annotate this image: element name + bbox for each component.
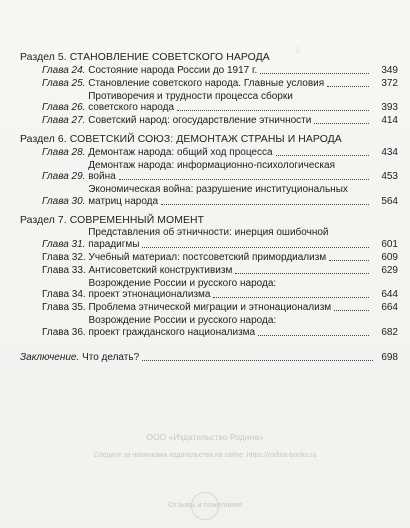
faint-corner-mark: ▯	[296, 47, 300, 54]
page-number: 629	[381, 264, 398, 276]
chapter-label	[42, 265, 88, 277]
toc-entry	[20, 147, 398, 159]
toc-entry	[20, 78, 398, 90]
chapter-label	[42, 239, 88, 251]
chapter-number: Глава 24.	[42, 64, 86, 76]
page-number: 453	[381, 171, 398, 182]
dot-leader	[142, 360, 373, 361]
chapter-number: Глава 33.	[42, 264, 86, 276]
section-gap	[20, 340, 398, 350]
chapter-title-line: война	[88, 171, 116, 182]
page-number: 393	[381, 102, 398, 113]
toc-entry	[20, 160, 398, 183]
chapter-label	[42, 65, 88, 77]
chapter-title-line: Становление советского народа. Главные условия	[88, 77, 325, 89]
chapter-title-line: Противоречия и трудности процесса сборки	[88, 90, 293, 102]
toc-entry	[20, 302, 398, 314]
page-number: 664	[381, 302, 398, 313]
chapter-number: Глава 32.	[42, 251, 86, 263]
chapter-number: Глава 26.	[42, 102, 86, 113]
toc-entry	[20, 184, 398, 207]
chapter-title-line: Демонтаж народа: информационно-психологическая	[88, 159, 335, 171]
chapter-title-line: проект гражданского национализма	[88, 326, 256, 338]
page-number: 372	[381, 77, 398, 89]
chapter-number: Глава 31.	[42, 238, 86, 250]
chapter-number: Глава 28.	[42, 146, 86, 158]
page-number: 414	[381, 115, 398, 126]
conclusion-entry	[20, 352, 398, 364]
chapter-title-line: Состояние народа России до 1917 г.	[88, 64, 258, 76]
chapter-title-line: матриц народа	[88, 195, 159, 207]
section-heading: Раздел 6. СОВЕТСКИЙ СОЮЗ: ДЕМОНТАЖ СТРАНЫ И НАРОДА	[20, 134, 342, 145]
toc-entry	[20, 227, 398, 250]
chapter-title-line: Антисоветский конструктивизм	[88, 264, 233, 276]
dot-leader	[235, 273, 369, 274]
chapter-title-line: Проблема этнической миграции и этнонационализм	[88, 302, 332, 313]
chapter-title-line: Демонтаж народа: общий ход процесса	[88, 146, 273, 158]
dot-leader	[276, 155, 369, 156]
toc-entry	[20, 315, 398, 338]
dot-leader	[213, 297, 369, 298]
chapter-title-line: парадигмы	[88, 238, 140, 250]
chapter-title-line: Советский народ: огосударствление этничности	[88, 115, 312, 126]
toc-entry	[20, 265, 398, 277]
dot-leader	[258, 335, 369, 336]
chapter-label	[42, 327, 88, 339]
chapter-number: Глава 25.	[42, 77, 86, 89]
chapter-label	[42, 147, 88, 159]
toc-entry	[20, 91, 398, 114]
conclusion-label	[20, 352, 82, 364]
chapter-number: Глава 34.	[42, 289, 86, 300]
chapter-label	[42, 252, 88, 264]
dot-leader	[177, 110, 369, 111]
dot-leader	[142, 247, 369, 248]
chapter-title-line: Представления об этничности: инерция ошибочной	[88, 227, 329, 238]
chapter-label	[42, 171, 88, 183]
page-number: 601	[381, 238, 398, 250]
chapter-number: Глава 27.	[42, 115, 86, 126]
dot-leader	[334, 310, 369, 311]
chapter-title-line: проект этнонационализма	[88, 289, 211, 300]
page-number: 644	[381, 289, 398, 300]
chapter-label	[42, 289, 88, 301]
chapter-title-line: Возрождение России и русского народа:	[88, 315, 277, 326]
chapter-label	[42, 102, 88, 114]
chapter-label	[42, 302, 88, 314]
dot-leader	[161, 204, 369, 205]
dot-leader	[327, 86, 369, 87]
chapter-number: Глава 30.	[42, 195, 86, 207]
chapter-number: Глава 29.	[42, 171, 86, 182]
chapter-title-line: Возрождение России и русского народа:	[88, 277, 277, 289]
toc-entry	[20, 115, 398, 127]
page-number: 698	[381, 351, 398, 363]
chapter-number: Глава 36.	[42, 326, 86, 338]
table-of-contents	[20, 52, 398, 363]
page-number: 609	[381, 251, 398, 263]
chapter-title-line: Учебный материал: постсоветский примордиализм	[88, 251, 327, 263]
page-number: 682	[381, 326, 398, 338]
page-number: 564	[381, 195, 398, 207]
chapter-label	[42, 115, 88, 127]
toc-entry	[20, 65, 398, 77]
page-number: 434	[381, 146, 398, 158]
conclusion-title: Что делать?	[82, 351, 140, 363]
chapter-number: Глава 35.	[42, 302, 86, 313]
chapter-title-line: Экономическая война: разрушение институциональных	[88, 184, 348, 195]
chapter-title-line: советского народа	[88, 102, 175, 113]
faint-website-line: Следите за новинками издательства на сайте: https://rodina-books.ru	[93, 452, 317, 459]
conclusion-label-text: Заключение.	[20, 351, 80, 363]
faint-feedback-line: Отзывы и пожелания	[168, 500, 242, 509]
chapter-label	[42, 196, 88, 208]
toc-entry	[20, 278, 398, 301]
faint-publisher-line: ООО «Издательство Родина»	[146, 432, 264, 442]
section-heading: Раздел 5. СТАНОВЛЕНИЕ СОВЕТСКОГО НАРОДА	[20, 52, 270, 63]
section-heading: Раздел 7. СОВРЕМЕННЫЙ МОМЕНТ	[20, 214, 205, 226]
dot-leader	[329, 260, 369, 261]
toc-entry	[20, 252, 398, 264]
page-number: 349	[381, 64, 398, 76]
dot-leader	[314, 123, 369, 124]
dot-leader	[119, 179, 369, 180]
dot-leader	[260, 73, 369, 74]
chapter-label	[42, 78, 88, 90]
